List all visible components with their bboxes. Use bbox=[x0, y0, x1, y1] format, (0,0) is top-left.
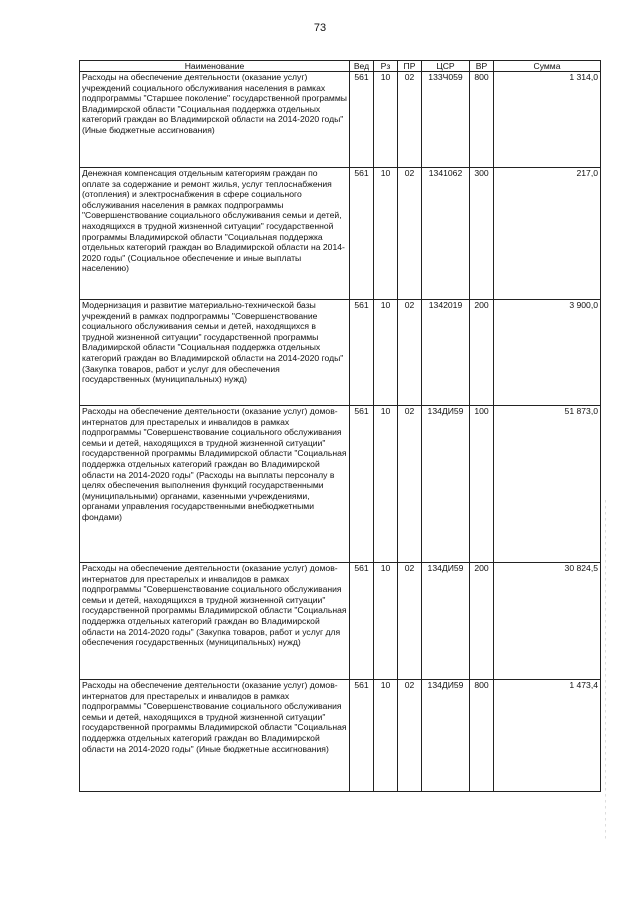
row-name: Расходы на обеспечение деятельности (оказание услуг) домов-интернатов для престарелых и инвалидов в рамках подпрограммы "Совершенствование социального обслуживания семьи и детей, находящихся в трудной жизненной ситуации" государственной программы Владимирской области "Социальная поддержка отдельных категорий граждан во Владимирской области на 2014-2020 годы" (Расходы на выплаты персоналу в целях обеспечения выполнения функций государственными (муниципальными) органами, казенными учреждениями, органами управления государственными внебюджетными фондами) bbox=[80, 406, 350, 563]
row-ved: 561 bbox=[350, 168, 374, 300]
scan-artifact-line bbox=[605, 500, 606, 840]
header-pr: ПР bbox=[398, 61, 422, 72]
row-ved: 561 bbox=[350, 406, 374, 563]
row-vr: 800 bbox=[470, 680, 494, 792]
row-pr: 02 bbox=[398, 72, 422, 168]
header-name: Наименование bbox=[80, 61, 350, 72]
row-sum: 30 824,5 bbox=[494, 563, 601, 680]
row-rz: 10 bbox=[374, 680, 398, 792]
row-ved: 561 bbox=[350, 563, 374, 680]
row-rz: 10 bbox=[374, 406, 398, 563]
page-number: 73 bbox=[313, 22, 327, 34]
header-vr: ВР bbox=[470, 61, 494, 72]
header-rz: Рз bbox=[374, 61, 398, 72]
table-row bbox=[80, 406, 601, 563]
row-pr: 02 bbox=[398, 563, 422, 680]
row-csr: 134ДИ59 bbox=[422, 406, 470, 563]
row-ved: 561 bbox=[350, 300, 374, 406]
row-csr: 1341062 bbox=[422, 168, 470, 300]
row-ved: 561 bbox=[350, 72, 374, 168]
table-row bbox=[80, 168, 601, 300]
row-pr: 02 bbox=[398, 680, 422, 792]
row-rz: 10 bbox=[374, 72, 398, 168]
table-header-row bbox=[80, 61, 601, 72]
table-row bbox=[80, 300, 601, 406]
table-row bbox=[80, 72, 601, 168]
row-pr: 02 bbox=[398, 406, 422, 563]
row-sum: 1 473,4 bbox=[494, 680, 601, 792]
row-ved: 561 bbox=[350, 680, 374, 792]
row-sum: 1 314,0 bbox=[494, 72, 601, 168]
header-csr: ЦСР bbox=[422, 61, 470, 72]
row-name: Модернизация и развитие материально-технической базы учреждений в рамках подпрограммы "Совершенствование социального обслуживания семьи и детей, находящихся в трудной жизненной ситуации" государственной программы Владимирской области "Социальная поддержка отдельных категорий граждан во Владимирской области на 2014-2020 годы" (Закупка товаров, работ и услуг для обеспечения государственных (муниципальных) нужд) bbox=[80, 300, 350, 406]
table-row bbox=[80, 563, 601, 680]
row-vr: 100 bbox=[470, 406, 494, 563]
row-pr: 02 bbox=[398, 300, 422, 406]
row-vr: 200 bbox=[470, 300, 494, 406]
row-rz: 10 bbox=[374, 168, 398, 300]
table-row bbox=[80, 680, 601, 792]
row-vr: 800 bbox=[470, 72, 494, 168]
row-csr: 133Ч059 bbox=[422, 72, 470, 168]
row-csr: 134ДИ59 bbox=[422, 563, 470, 680]
row-sum: 51 873,0 bbox=[494, 406, 601, 563]
row-csr: 1342019 bbox=[422, 300, 470, 406]
header-ved: Вед bbox=[350, 61, 374, 72]
row-name: Расходы на обеспечение деятельности (оказание услуг) домов-интернатов для престарелых и инвалидов в рамках подпрограммы "Совершенствование социального обслуживания семьи и детей, находящихся в трудной жизненной ситуации" государственной программы Владимирской области "Социальная поддержка отдельных категорий граждан во Владимирской области на 2014-2020 годы" (Иные бюджетные ассигнования) bbox=[80, 680, 350, 792]
row-pr: 02 bbox=[398, 168, 422, 300]
row-sum: 3 900,0 bbox=[494, 300, 601, 406]
row-rz: 10 bbox=[374, 563, 398, 680]
row-sum: 217,0 bbox=[494, 168, 601, 300]
budget-table bbox=[79, 60, 601, 792]
header-sum: Сумма bbox=[494, 61, 601, 72]
row-name: Расходы на обеспечение деятельности (оказание услуг) домов-интернатов для престарелых и инвалидов в рамках подпрограммы "Совершенствование социального обслуживания семьи и детей, находящихся в трудной жизненной ситуации" государственной программы Владимирской области "Социальная поддержка отдельных категорий граждан во Владимирской области на 2014-2020 годы" (Закупка товаров, работ и услуг для обеспечения государственных (муниципальных) нужд) bbox=[80, 563, 350, 680]
row-vr: 200 bbox=[470, 563, 494, 680]
row-name: Денежная компенсация отдельным категориям граждан по оплате за содержание и ремонт жилья, услуг теплоснабжения (отопления) и электроснабжения в сфере социального обслуживания населения в рамках подпрограммы "Совершенствование социального обслуживания семьи и детей, находящихся в трудной жизненной ситуации" государственной программы Владимирской области "Социальная поддержка отдельных категорий граждан во Владимирской области на 2014-2020 годы" (Социальное обеспечение и иные выплаты населению) bbox=[80, 168, 350, 300]
row-rz: 10 bbox=[374, 300, 398, 406]
row-name: Расходы на обеспечение деятельности (оказание услуг) учреждений социального обслуживания населения в рамках подпрограммы "Старшее поколение" государственной программы Владимирской области "Социальная поддержка отдельных категорий граждан во Владимирской области на 2014-2020 годы" (Иные бюджетные ассигнования) bbox=[80, 72, 350, 168]
row-csr: 134ДИ59 bbox=[422, 680, 470, 792]
row-vr: 300 bbox=[470, 168, 494, 300]
